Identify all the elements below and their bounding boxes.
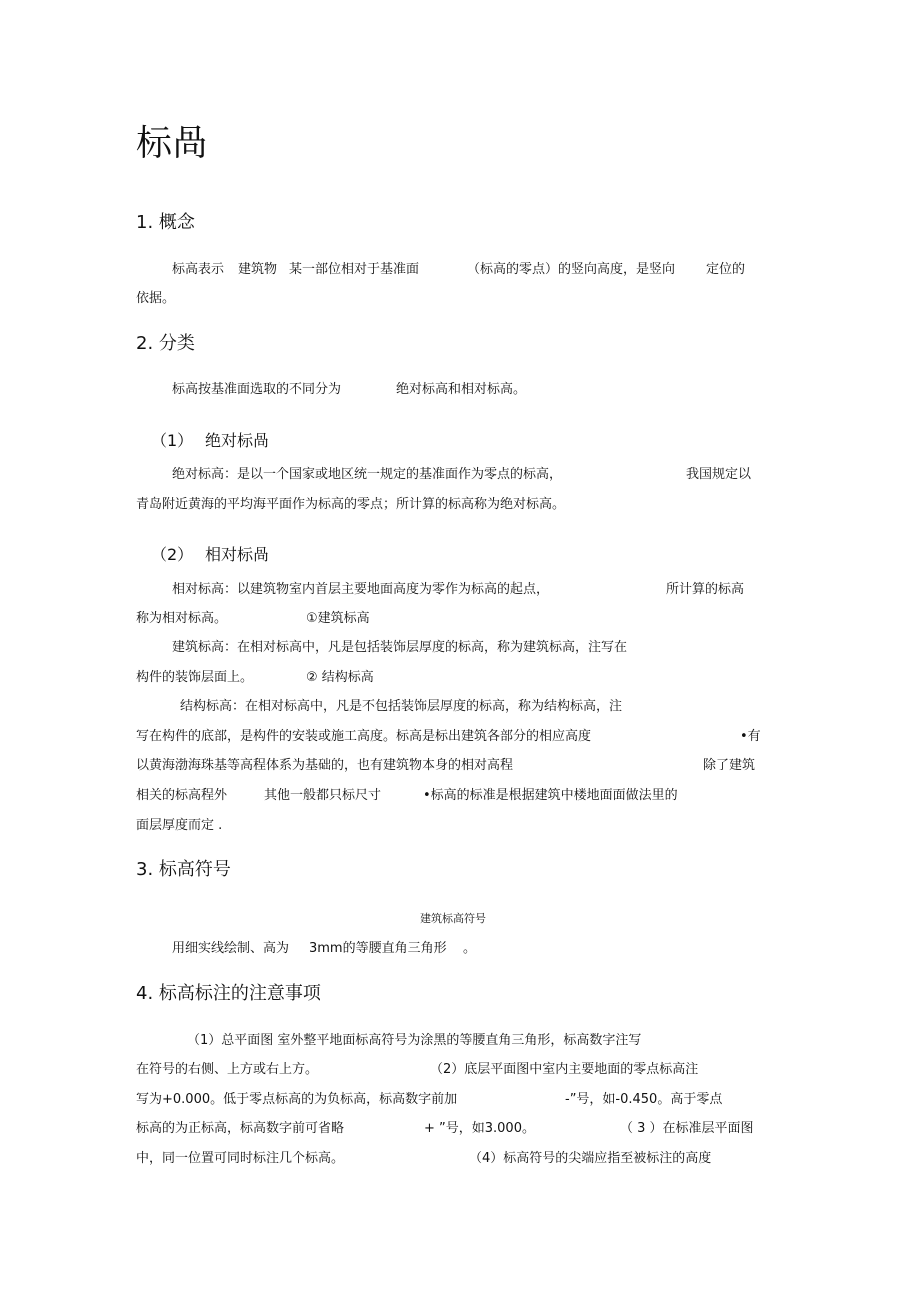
paragraph-text: 其他一般都只标尺寸	[264, 788, 382, 803]
paragraph-text: 青岛附近黄海的平均海平面作为标高的零点；所计算的标高称为绝对标高。	[136, 497, 566, 512]
paragraph-text: 标高表示	[172, 262, 225, 277]
paragraph-text: 写为+0.000。低于零点标高的为负标高，标高数字前加	[136, 1092, 458, 1107]
section-heading-classification: 2. 分类	[136, 333, 195, 354]
paragraph-text: （1）总平面图 室外整平地面标高符号为涂黑的等腰直角三角形，标高数字注写	[187, 1033, 642, 1048]
paragraph-text: ①建筑标高	[306, 611, 370, 626]
paragraph-text: （标高的零点）的竖向高度，是竖向	[467, 262, 676, 277]
paragraph-text: •有	[740, 729, 761, 744]
figure-caption: 建筑标高符号	[420, 912, 486, 925]
paragraph-text: （ 3 ）在标准层平面图	[620, 1121, 754, 1136]
paragraph-text: 所计算的标高	[666, 582, 745, 597]
paragraph-text: 。	[463, 941, 477, 956]
paragraph-text: 写在构件的底部，是构件的安装或施工高度。标高是标出建筑各部分的相应高度	[136, 729, 592, 744]
paragraph-text: （4）标高符号的尖端应指至被标注的高度	[469, 1151, 712, 1166]
paragraph-text: 相关的标高程外	[136, 788, 228, 803]
paragraph-text: 定位的	[706, 262, 746, 277]
paragraph-text: 构件的装饰层面上。	[136, 670, 254, 685]
subsection-heading-relative: 相对标咼	[205, 545, 270, 564]
section-heading-notes: 4. 标高标注的注意事项	[136, 983, 321, 1004]
paragraph-text: 面层厚度而定 .	[136, 818, 223, 833]
paragraph-text: 中，同一位置可同时标注几个标高。	[136, 1151, 345, 1166]
paragraph-text: 绝对标高：是以一个国家或地区统一规定的基准面作为零点的标高，	[172, 467, 563, 482]
subsection-number: （1）	[151, 431, 194, 450]
paragraph-text: 3mm的等腰直角三角形	[309, 941, 447, 956]
paragraph-text: 我国规定以	[686, 467, 752, 482]
paragraph-text: -”号，如-0.450。高于零点	[565, 1092, 723, 1107]
paragraph-text: + ”号，如3.000。	[424, 1121, 535, 1136]
section-heading-symbol: 3. 标高符号	[136, 859, 231, 880]
subsection-heading-absolute: 绝对标咼	[205, 431, 270, 450]
paragraph-text: 称为相对标高。	[136, 611, 228, 626]
subsection-number: （2）	[151, 545, 194, 564]
paragraph-text: 建筑物	[238, 262, 278, 277]
paragraph-text: 某一部位相对于基准面	[289, 262, 420, 277]
paragraph-text: （2）底层平面图中室内主要地面的零点标高注	[430, 1062, 699, 1077]
paragraph-text: 除了建筑	[703, 758, 756, 773]
paragraph-text: •标高的标准是根据建筑中楼地面面做法里的	[423, 788, 678, 803]
paragraph-text: 依据。	[136, 291, 176, 306]
paragraph-text: 标高按基准面选取的不同分为	[172, 382, 342, 397]
paragraph-text: 建筑标高：在相对标高中，凡是包括装饰层厚度的标高，称为建筑标高，注写在	[172, 640, 628, 655]
paragraph-text: 结构标高：在相对标高中，凡是不包括装饰层厚度的标高，称为结构标高，注	[180, 699, 623, 714]
paragraph-text: 用细实线绘制、高为	[172, 941, 290, 956]
paragraph-text: 标高的为正标高，标高数字前可省略	[136, 1121, 345, 1136]
paragraph-text: 以黄海渤海珠基等高程体系为基础的，也有建筑物本身的相对高程	[136, 758, 514, 773]
page-title: 标咼	[136, 123, 209, 164]
paragraph-text: 相对标高：以建筑物室内首层主要地面高度为零作为标高的起点，	[172, 582, 550, 597]
paragraph-text: 绝对标高和相对标高。	[396, 382, 527, 397]
paragraph-text: ② 结构标高	[306, 670, 374, 685]
section-heading-concept: 1. 概念	[136, 212, 195, 233]
paragraph-text: 在符号的右侧、上方或右上方。	[136, 1062, 319, 1077]
